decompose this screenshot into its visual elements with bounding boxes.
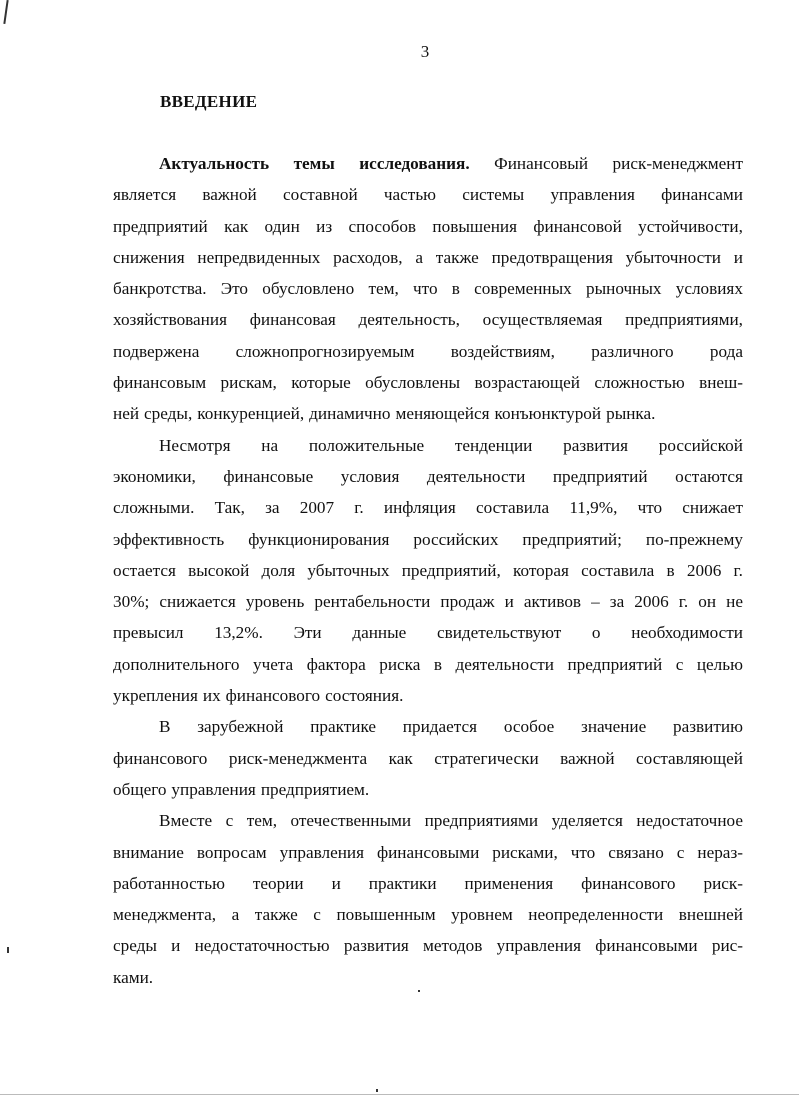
text-line: дополнительного учета фактора риска в деятельности предприятий с целью xyxy=(113,654,743,674)
scan-artifact xyxy=(7,947,9,953)
text-line: превысил 13,2%. Эти данные свидетельствуют о необходимости xyxy=(113,623,743,643)
text-line: ней среды, конкуренцией, динамично меняющейся конъюнктурой рынка. xyxy=(113,404,656,424)
text-line: Актуальность темы исследования. Финансовый риск-менеджмент xyxy=(159,154,743,173)
text-line: работанностью теории и практики применения финансового риск- xyxy=(113,873,743,893)
text-line: хозяйствования финансовая деятельность, осуществляемая предприятиями, xyxy=(113,310,743,330)
text-line: является важной составной частью системы управления финансами xyxy=(113,185,743,205)
text-line: общего управления предприятием. xyxy=(113,779,370,799)
text-line: В зарубежной практике придается особое значение развитию xyxy=(159,717,743,737)
page-number: 3 xyxy=(420,42,430,61)
scan-artifact xyxy=(376,1089,378,1092)
text-line: укрепления их финансового состояния. xyxy=(113,686,404,706)
text-line: банкротства. Это обусловлено тем, что в современных рыночных условиях xyxy=(113,279,743,299)
text-line: подвержена сложнопрогнозируемым воздействиям, различного рода xyxy=(113,341,743,361)
text-line: снижения непредвиденных расходов, а также предотвращения убыточности и xyxy=(113,247,743,267)
text-line: экономики, финансовые условия деятельности предприятий остаются xyxy=(113,466,743,486)
paragraph xyxy=(113,711,743,805)
text-line: эффективность функционирования российских предприятий; по-прежнему xyxy=(113,529,743,549)
text-line: предприятий как один из способов повышения финансовой устойчивости, xyxy=(113,216,743,236)
text-line: среды и недостаточностью развития методов управления финансовыми рис- xyxy=(113,936,743,956)
scan-artifact xyxy=(0,1094,799,1095)
paragraph xyxy=(113,430,743,712)
text-line: внимание вопросам управления финансовыми рисками, что связано с нераз- xyxy=(113,842,743,862)
paragraph xyxy=(113,805,743,993)
text-line: Несмотря на положительные тенденции развития российской xyxy=(159,435,743,455)
text-line: сложными. Так, за 2007 г. инфляция составила 11,9%, что снижает xyxy=(113,498,743,518)
text-line: финансового риск-менеджмента как стратегически важной составляющей xyxy=(113,748,743,768)
scan-artifact xyxy=(3,0,8,24)
body-text xyxy=(113,148,743,993)
paragraph xyxy=(113,148,743,430)
section-heading: ВВЕДЕНИЕ xyxy=(160,92,258,111)
text-line: ками. xyxy=(113,967,154,987)
text-line: финансовым рискам, которые обусловлены возрастающей сложностью внеш- xyxy=(113,373,743,393)
text-line: менеджмента, а также с повышенным уровнем неопределенности внешней xyxy=(113,905,743,925)
text-line: Вместе с тем, отечественными предприятиями уделяется недостаточное xyxy=(159,811,743,831)
text-line: остается высокой доля убыточных предприятий, которая составила в 2006 г. xyxy=(113,560,743,580)
text-line: 30%; снижается уровень рентабельности продаж и активов – за 2006 г. он не xyxy=(113,592,743,612)
